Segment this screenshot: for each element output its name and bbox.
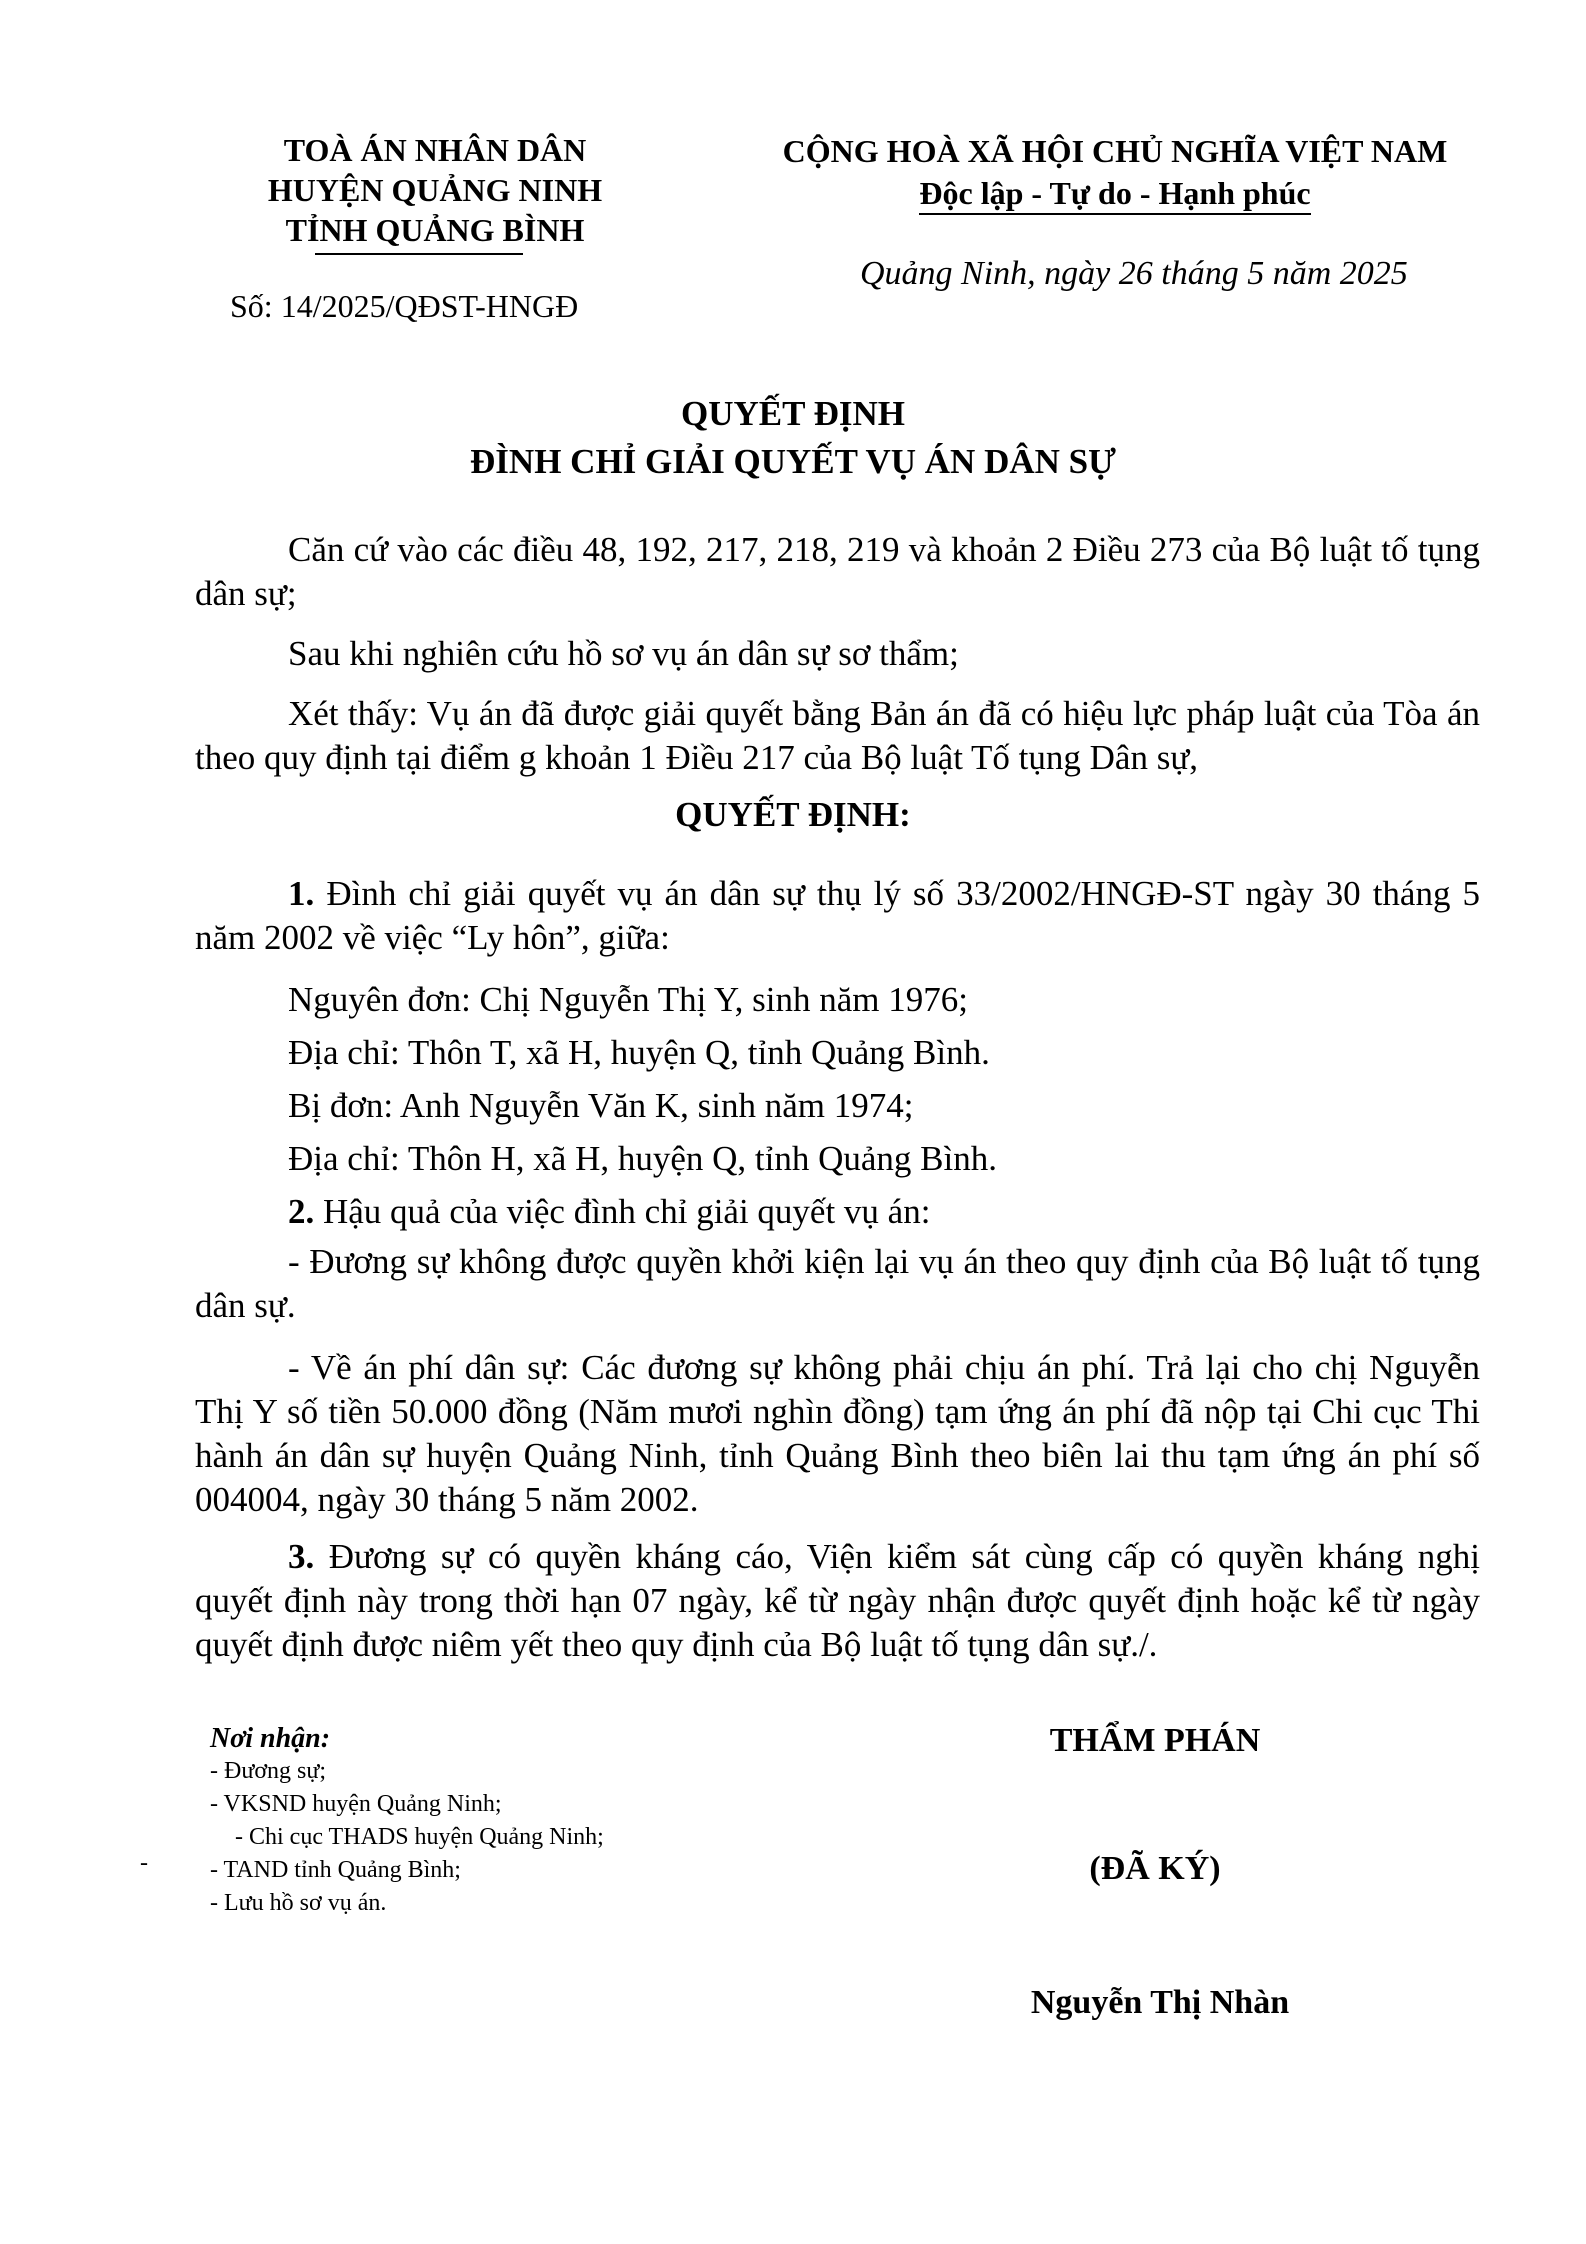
consequence-2-block [195,1346,1480,1522]
recipients-block [210,1722,604,1920]
preamble [195,528,1480,780]
judge-name: Nguyễn Thị Nhàn [1030,1984,1290,2021]
recipient-item: - Lưu hồ sơ vụ án. [210,1890,387,1916]
recipients-heading: Nơi nhận: [210,1723,331,1754]
title-line-1: QUYẾT ĐỊNH [681,394,905,433]
item-1-text: Đình chỉ giải quyết vụ án dân sự thụ lý số 33/2002/HNGĐ-ST ngày 30 tháng 5 năm 2002 về việc “Ly hôn”, giữa: [195,874,1481,957]
place-and-date: Quảng Ninh, ngày 26 tháng 5 năm 2025 [860,255,1408,292]
recipient-item: - TAND tỉnh Quảng Bình; [210,1857,461,1883]
decision-item-1 [195,872,1480,960]
plaintiff-info [195,978,1480,1022]
item-2-number: 2. [288,1192,315,1231]
document-title [0,390,1586,486]
decision-item-2 [195,1190,1480,1234]
national-motto: Độc lập - Tự do - Hạnh phúc [919,173,1310,215]
preamble-legal-basis: Căn cứ vào các điều 48, 192, 217, 218, 219 và khoản 2 Điều 273 của Bộ luật tố tụng dân sự; [195,530,1480,613]
judge-title: THẨM PHÁN [1049,1722,1261,1759]
consequence-1: - Đương sự không được quyền khởi kiện lại vụ án theo quy định của Bộ luật tố tụng dân sự. [195,1242,1480,1325]
item-3-text: Đương sự có quyền kháng cáo, Viện kiểm sát cùng cấp có quyền kháng nghị quyết định này trong thời hạn 07 ngày, kể từ ngày nhận được quyết định hoặc kể từ ngày quyết định được niêm yết theo quy định của Bộ luật tố tụng dân sự./. [195,1537,1480,1664]
court-name-block [200,130,670,250]
title-line-2: ĐÌNH CHỈ GIẢI QUYẾT VỤ ÁN DÂN SỰ [470,442,1116,481]
defendant-address: Địa chỉ: Thôn H, xã H, huyện Q, tỉnh Quảng Bình. [288,1139,997,1178]
defendant: Bị đơn: Anh Nguyễn Văn K, sinh năm 1974; [288,1086,914,1125]
court-line-1: TOÀ ÁN NHÂN DÂN [283,132,587,168]
recipient-item: - Chi cục THADS huyện Quảng Ninh; [235,1824,604,1850]
document-number: Số: 14/2025/QĐST-HNGĐ [230,288,579,324]
defendant-address-block [195,1137,1480,1181]
court-line-3: TỈNH QUẢNG BÌNH [285,212,585,248]
decision-item-3 [195,1535,1480,1667]
recipient-item: - Đương sự; [210,1758,327,1784]
nation-name: CỘNG HOÀ XÃ HỘI CHỦ NGHĨA VIỆT NAM [782,133,1448,169]
signed-mark: (ĐÃ KÝ) [1089,1850,1221,1887]
consequence-2: - Về án phí dân sự: Các đương sự không phải chịu án phí. Trả lại cho chị Nguyễn Thị Y số tiền 50.000 đồng (Năm mươi nghìn đồng) tạm ứng án phí đã nộp tại Chi cục Thi hành án dân sự huyện Quảng Ninh, tỉnh Quảng Bình theo biên lai thu tạm ứng án phí số 004004, ngày 30 tháng 5 năm 2002. [195,1348,1480,1519]
stray-dash: - [140,1850,148,1876]
plaintiff: Nguyên đơn: Chị Nguyễn Thị Y, sinh năm 1976; [288,980,968,1019]
item-2-text: Hậu quả của việc đình chỉ giải quyết vụ án: [323,1192,931,1231]
national-header [700,130,1530,215]
consequence-1-block [195,1240,1480,1328]
court-line-2: HUYỆN QUẢNG NINH [267,172,603,208]
defendant-info [195,1084,1480,1128]
court-underline [315,253,523,255]
preamble-finding: Xét thấy: Vụ án đã được giải quyết bằng Bản án đã có hiệu lực pháp luật của Tòa án theo quy định tại điểm g khoản 1 Điều 217 của Bộ luật Tố tụng Dân sự, [195,694,1480,777]
item-1-number: 1. [288,874,315,913]
recipient-item: - VKSND huyện Quảng Ninh; [210,1791,502,1817]
plaintiff-address: Địa chỉ: Thôn T, xã H, huyện Q, tỉnh Quảng Bình. [288,1033,990,1072]
decision-heading: QUYẾT ĐỊNH: [675,795,911,834]
preamble-review: Sau khi nghiên cứu hồ sơ vụ án dân sự sơ thẩm; [288,634,959,673]
item-3-number: 3. [288,1537,315,1576]
plaintiff-address-block [195,1031,1480,1075]
